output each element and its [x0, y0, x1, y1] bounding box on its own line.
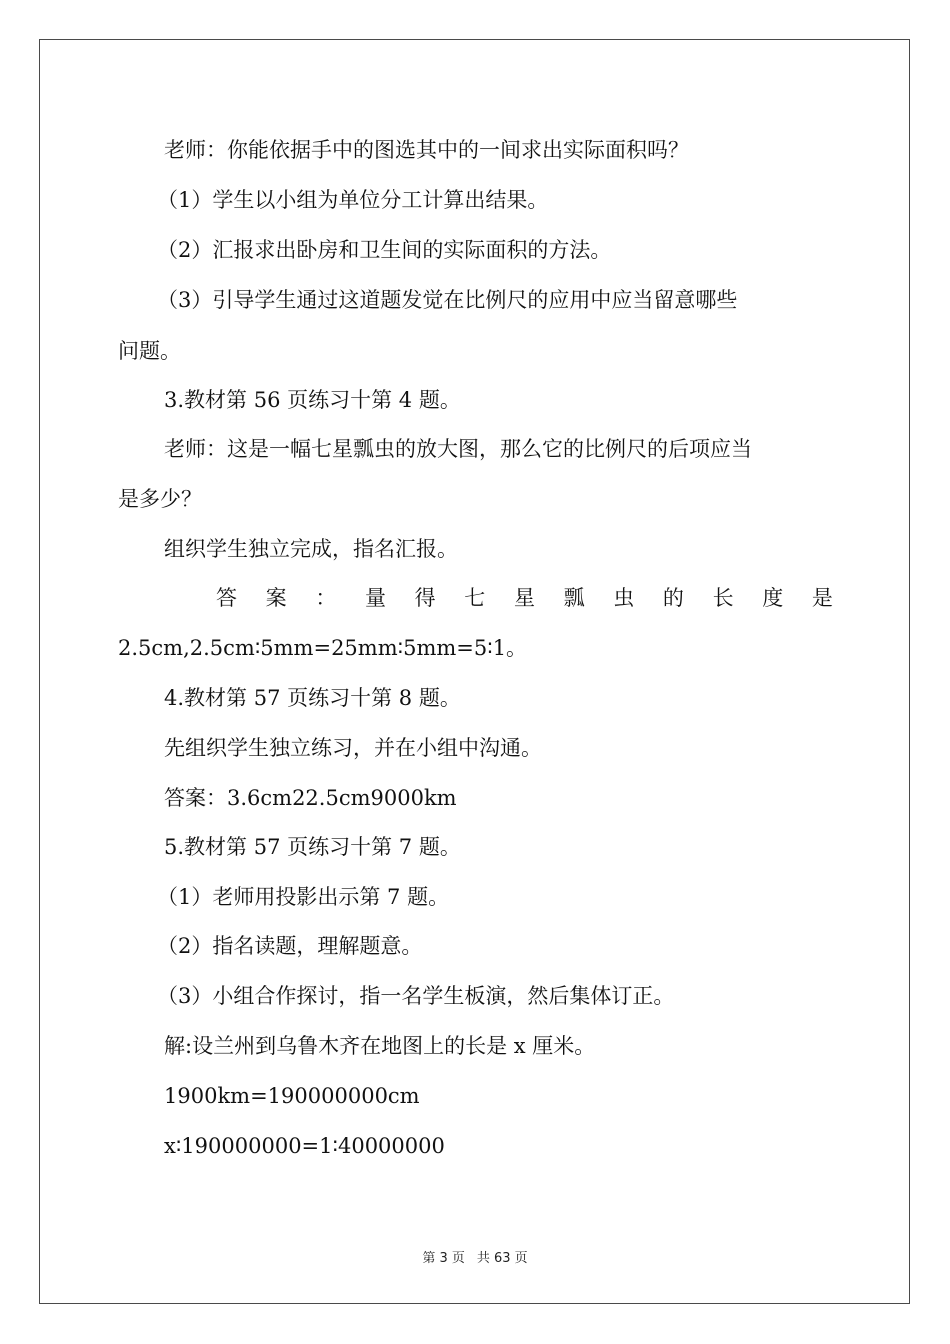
- paragraph-line: 解:设兰州到乌鲁木齐在地图上的长是 x 厘米。: [164, 1034, 596, 1058]
- paragraph-line: 5.教材第 57 页练习十第 7 题。: [164, 835, 461, 859]
- page-total: 共 63 页: [476, 1251, 528, 1266]
- answer-char: 虫: [613, 586, 635, 610]
- paragraph-line: （2）汇报求出卧房和卫生间的实际面积的方法。: [157, 238, 612, 262]
- answer-char: 答: [216, 586, 237, 610]
- justified-answer-line: [216, 584, 833, 612]
- paragraph-line: 组织学生独立完成，指名汇报。: [164, 537, 458, 561]
- paragraph-line: 4.教材第 57 页练习十第 8 题。: [164, 686, 461, 710]
- paragraph-line: 2.5cm,2.5cm∶5mm=25mm∶5mm=5∶1。: [118, 636, 528, 660]
- paragraph-line: （2）指名读题，理解题意。: [157, 934, 423, 958]
- page-number: 第 3 页: [422, 1251, 465, 1266]
- answer-char: 量: [364, 586, 386, 610]
- paragraph-line: 1900km=190000000cm: [164, 1084, 420, 1108]
- paragraph-line: 答案：3.6cm22.5cm9000km: [164, 786, 457, 810]
- paragraph-line: 先组织学生独立练习，并在小组中沟通。: [164, 736, 542, 760]
- answer-char: 案: [265, 586, 287, 610]
- paragraph-line: 3.教材第 56 页练习十第 4 题。: [164, 388, 461, 412]
- paragraph-line: （3）小组合作探讨，指一名学生板演，然后集体订正。: [157, 984, 675, 1008]
- paragraph-line: 问题。: [118, 339, 181, 363]
- answer-char: 度: [762, 586, 784, 610]
- paragraph-line: （1）学生以小组为单位分工计算出结果。: [157, 188, 549, 212]
- answer-char: 七: [464, 586, 486, 610]
- answer-char: ：: [315, 586, 337, 610]
- paragraph-line: （1）老师用投影出示第 7 题。: [157, 885, 450, 909]
- paragraph-line: 老师：这是一幅七星瓢虫的放大图，那么它的比例尺的后项应当: [164, 437, 752, 461]
- page-border: [39, 39, 910, 1304]
- paragraph-line: 老师：你能依据手中的图选其中的一间求出实际面积吗？: [164, 138, 689, 162]
- answer-char: 的: [662, 586, 684, 610]
- paragraph-line: 是多少？: [118, 487, 202, 511]
- answer-char: 长: [712, 586, 734, 610]
- answer-char: 是: [811, 586, 833, 610]
- paragraph-line: x∶190000000=1∶40000000: [164, 1134, 445, 1158]
- answer-char: 星: [513, 586, 535, 610]
- paragraph-line: （3）引导学生通过这道题发觉在比例尺的应用中应当留意哪些: [157, 288, 738, 312]
- page-footer: [0, 1247, 950, 1266]
- answer-char: 得: [414, 586, 436, 610]
- answer-char: 瓢: [563, 586, 585, 610]
